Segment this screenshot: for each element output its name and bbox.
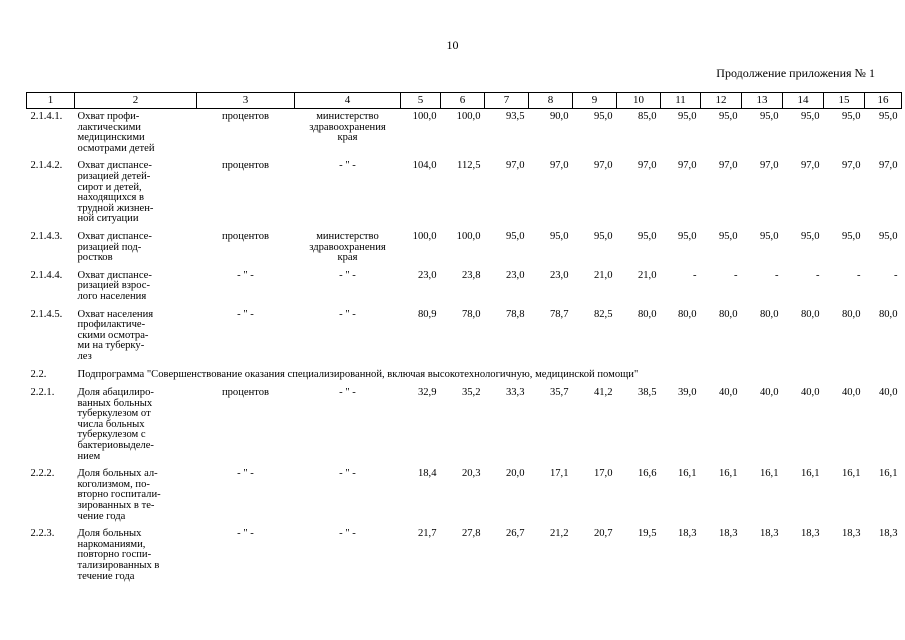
indicator-name: Доля абацилиро- ванных больных туберкулезом от числа больных туберкулезом с бактериовыделе- нием (77, 387, 154, 462)
indicator-value: 80,0 (677, 308, 697, 320)
indicator-value: 18,3 (878, 528, 898, 540)
column-header: 4 (295, 93, 401, 109)
indicator-name: Охват диспансе- ризацией взрос- лого населения (77, 269, 152, 302)
column-numbers-row (27, 93, 902, 109)
indicator-value: 80,0 (800, 308, 820, 320)
indicator-value: 21,0 (637, 269, 657, 281)
unit-of-measure: процентов (221, 111, 270, 122)
column-header: 13 (742, 93, 783, 109)
indicator-value: - (893, 269, 898, 281)
indicator-value: 18,3 (677, 528, 697, 540)
indicator-code: 2.2.1. (30, 387, 55, 399)
indicator-name: Охват диспансе- ризацией детей- сирот и детей, находящихся в трудной жизнен- ной ситуации (77, 160, 154, 225)
indicator-value: 90,0 (549, 111, 569, 122)
unit-of-measure: процентов (221, 230, 270, 242)
indicator-value: 97,0 (841, 160, 861, 172)
indicator-value: 95,0 (841, 111, 861, 122)
column-header: 1 (27, 93, 75, 109)
indicator-value: 100,0 (456, 111, 481, 122)
indicator-code: 2.1.4.1. (30, 111, 63, 122)
table-row (27, 268, 902, 307)
indicator-value: 35,7 (549, 387, 569, 399)
indicator-value: 16,1 (759, 468, 779, 480)
column-header: 12 (701, 93, 742, 109)
indicator-value: 20,0 (505, 468, 525, 480)
indicator-value: 97,0 (593, 160, 613, 172)
table-row (27, 229, 902, 268)
indicator-value: 80,0 (637, 308, 657, 320)
indicator-value: 21,2 (549, 528, 569, 540)
indicator-value: 97,0 (718, 160, 738, 172)
indicator-value: 35,2 (461, 387, 481, 399)
subprogram-title: Подпрограмма "Совершенствование оказания специализированной, включая высокотехнологичную, медицинской помощи" (77, 369, 639, 381)
indicator-code: 2.2.2. (30, 468, 55, 480)
table-row (27, 109, 902, 159)
indicator-value: 23,0 (505, 269, 525, 281)
indicator-value: 85,0 (637, 111, 657, 122)
indicator-value: 33,3 (505, 387, 525, 399)
indicator-code: 2.2.3. (30, 528, 55, 540)
indicator-value: 18,3 (800, 528, 820, 540)
column-header: 9 (573, 93, 617, 109)
indicator-value: 38,5 (637, 387, 657, 399)
indicator-value: 78,8 (505, 308, 525, 320)
indicator-value: 18,3 (841, 528, 861, 540)
indicator-code: 2.1.4.4. (30, 269, 63, 281)
responsible-executor: - " - (339, 387, 356, 399)
indicator-value: 23,0 (549, 269, 569, 281)
subprogram-row (27, 366, 902, 385)
unit-of-measure: процентов (221, 387, 270, 399)
indicator-value: 78,0 (461, 308, 481, 320)
column-header: 7 (485, 93, 529, 109)
indicator-name: Охват населения профилактиче- скими осмотра- ми на туберку- лез (77, 308, 154, 362)
responsible-executor: - " - (339, 468, 356, 480)
table-row (27, 158, 902, 229)
indicator-name: Охват профи- лактическими медицинскими осмотрами детей (77, 111, 155, 154)
indicator-value: 16,6 (637, 468, 657, 480)
indicators-table (26, 92, 902, 586)
indicator-value: - (733, 269, 738, 281)
indicator-value: 80,0 (841, 308, 861, 320)
indicator-value: 100,0 (412, 230, 437, 242)
indicator-value: 80,0 (878, 308, 898, 320)
indicator-value: 16,1 (841, 468, 861, 480)
column-header: 8 (529, 93, 573, 109)
indicator-value: 80,0 (718, 308, 738, 320)
table-row (27, 526, 902, 586)
indicator-value: 95,0 (677, 230, 697, 242)
indicator-value: 17,0 (593, 468, 613, 480)
indicator-value: - (774, 269, 779, 281)
indicator-value: 95,0 (718, 230, 738, 242)
column-header: 14 (783, 93, 824, 109)
indicator-value: 95,0 (593, 230, 613, 242)
indicator-value: 95,0 (549, 230, 569, 242)
indicator-value: - (856, 269, 861, 281)
indicator-value: 32,9 (417, 387, 437, 399)
indicator-value: 97,0 (677, 160, 697, 172)
indicator-value: 16,1 (878, 468, 898, 480)
indicator-value: - (815, 269, 820, 281)
indicator-value: 18,3 (718, 528, 738, 540)
indicator-value: 95,0 (800, 111, 820, 122)
indicator-value: 95,0 (593, 111, 613, 122)
responsible-executor: министерство здравоохранения края (309, 111, 386, 144)
indicator-name: Доля больных ал- коголизмом, по- вторно госпитали- зированных в те- чение года (77, 468, 161, 522)
indicator-code: 2.1.4.5. (30, 308, 63, 320)
unit-of-measure: процентов (221, 160, 270, 172)
column-header: 2 (75, 93, 197, 109)
indicator-value: 21,7 (417, 528, 437, 540)
indicator-code: 2.1.4.3. (30, 230, 63, 242)
indicator-value: 16,1 (800, 468, 820, 480)
table-body (27, 109, 902, 587)
indicator-value: 112,5 (457, 160, 481, 172)
indicator-value: 41,2 (593, 387, 613, 399)
indicator-value: 97,0 (878, 160, 898, 172)
indicator-value: 39,0 (677, 387, 697, 399)
indicator-value: 104,0 (412, 160, 437, 172)
responsible-executor: - " - (339, 528, 356, 540)
subprogram-code: 2.2. (30, 369, 47, 381)
indicator-value: 95,0 (505, 230, 525, 242)
indicator-name: Доля больных наркоманиями, повторно госпи- тализированных в течение года (77, 528, 160, 582)
indicator-value: 40,0 (718, 387, 738, 399)
indicator-value: - (692, 269, 697, 281)
indicator-value: 19,5 (637, 528, 657, 540)
indicator-value: 97,0 (549, 160, 569, 172)
unit-of-measure: - " - (237, 528, 254, 540)
indicator-value: 97,0 (505, 160, 525, 172)
responsible-executor: - " - (339, 308, 356, 320)
column-header: 11 (661, 93, 701, 109)
indicator-value: 95,0 (878, 111, 898, 122)
indicator-value: 17,1 (549, 468, 569, 480)
column-header: 3 (197, 93, 295, 109)
indicator-value: 27,8 (461, 528, 481, 540)
column-header: 15 (824, 93, 865, 109)
indicator-value: 100,0 (412, 111, 437, 122)
indicator-value: 40,0 (800, 387, 820, 399)
indicator-value: 95,0 (759, 230, 779, 242)
column-header: 6 (441, 93, 485, 109)
responsible-executor: - " - (339, 160, 356, 172)
indicator-value: 93,5 (505, 111, 525, 122)
indicator-value: 95,0 (841, 230, 861, 242)
indicator-value: 21,0 (593, 269, 613, 281)
indicator-value: 16,1 (677, 468, 697, 480)
appendix-continuation-label: Продолжение приложения № 1 (716, 66, 875, 80)
indicator-value: 16,1 (718, 468, 738, 480)
unit-of-measure: - " - (237, 308, 254, 320)
indicator-value: 78,7 (549, 308, 569, 320)
indicator-value: 97,0 (800, 160, 820, 172)
indicator-value: 95,0 (878, 230, 898, 242)
indicator-value: 95,0 (718, 111, 738, 122)
unit-of-measure: - " - (237, 269, 254, 281)
indicator-value: 95,0 (759, 111, 779, 122)
indicator-value: 40,0 (759, 387, 779, 399)
indicator-value: 100,0 (456, 230, 481, 242)
indicator-value: 26,7 (505, 528, 525, 540)
table-row (27, 385, 902, 466)
indicator-value: 20,3 (461, 468, 481, 480)
page-number: 10 (446, 38, 459, 52)
responsible-executor: министерство здравоохранения края (309, 230, 386, 264)
table-row (27, 466, 902, 526)
indicator-value: 80,9 (417, 308, 437, 320)
indicator-value: 23,0 (417, 269, 437, 281)
indicator-value: 97,0 (759, 160, 779, 172)
table-row (27, 307, 902, 367)
indicator-value: 82,5 (593, 308, 613, 320)
column-header: 16 (865, 93, 902, 109)
indicator-value: 18,4 (417, 468, 437, 480)
indicator-value: 80,0 (759, 308, 779, 320)
responsible-executor: - " - (339, 269, 356, 281)
indicator-code: 2.1.4.2. (30, 160, 63, 172)
indicator-value: 95,0 (637, 230, 657, 242)
indicator-name: Охват диспансе- ризацией под- ростков (77, 230, 152, 264)
indicator-value: 95,0 (677, 111, 697, 122)
indicator-value: 20,7 (593, 528, 613, 540)
indicator-value: 40,0 (841, 387, 861, 399)
column-header: 5 (401, 93, 441, 109)
indicator-value: 18,3 (759, 528, 779, 540)
indicator-value: 40,0 (878, 387, 898, 399)
column-header: 10 (617, 93, 661, 109)
indicator-value: 23,8 (461, 269, 481, 281)
indicator-value: 97,0 (637, 160, 657, 172)
indicator-value: 95,0 (800, 230, 820, 242)
unit-of-measure: - " - (237, 468, 254, 480)
